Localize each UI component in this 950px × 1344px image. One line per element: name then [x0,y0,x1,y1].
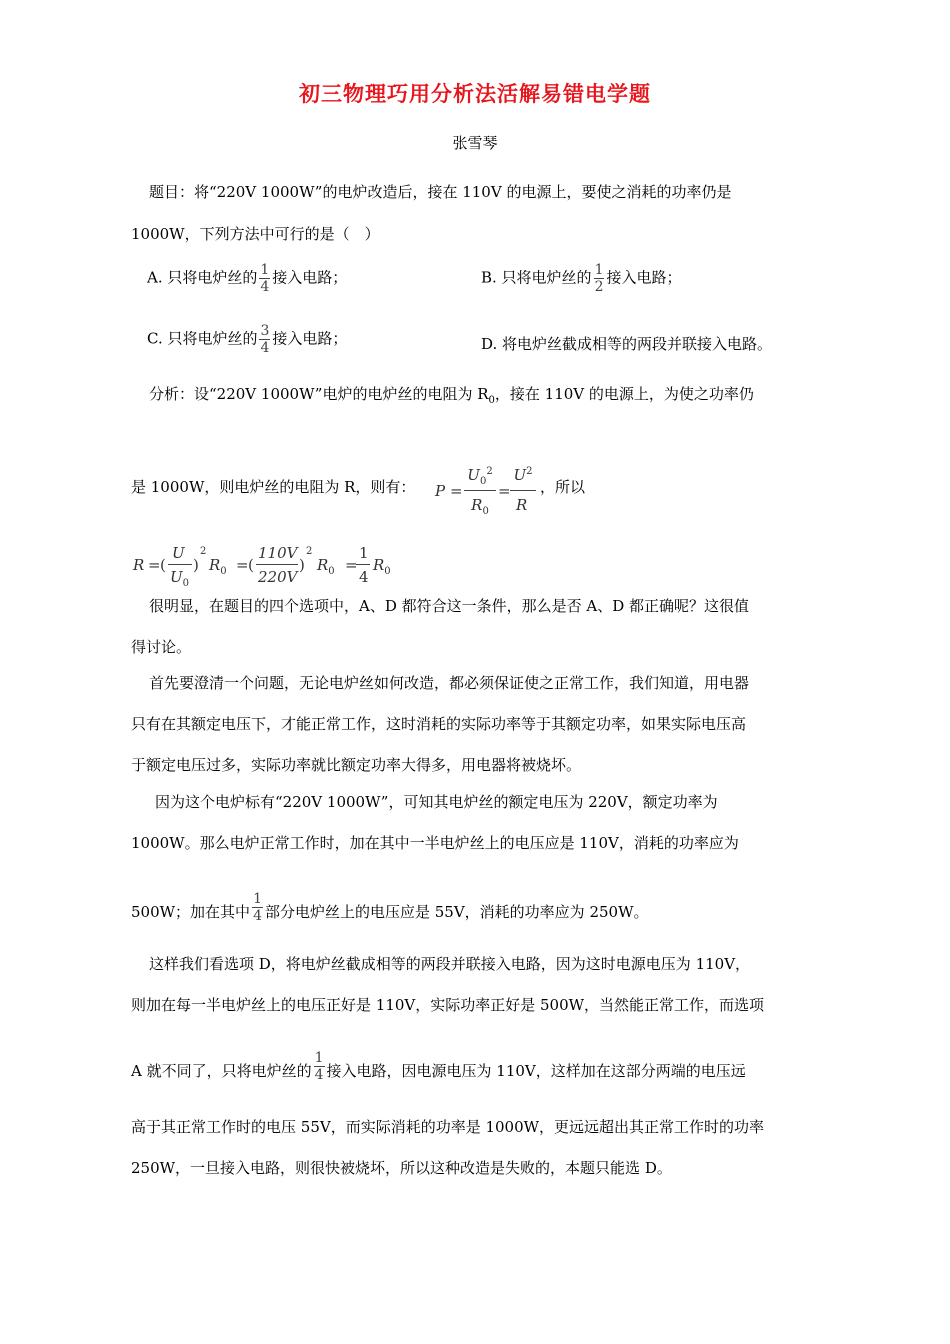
fraction-denominator: 2 [594,279,604,295]
option-a [147,262,347,295]
fraction-numerator: 1 [253,890,262,907]
paragraph-1-line-1: 很明显，在题目的四个选项中，A、D 都符合这一条件，那么是否 A、D 都正确呢？这很值 [149,597,750,615]
formula2-r0-letter: R [209,556,221,574]
p4-line3-post: 接入电路，因电源电压为 110V，这样加在这部分两端的电压远 [326,1062,746,1080]
formula-u0: U [467,466,480,484]
formula2-bar-3 [356,564,370,565]
formula-bar-1 [464,490,496,491]
fraction-denominator: 4 [260,340,270,356]
formula-equals-2: = [498,482,511,500]
formula2-equals-2: = [236,556,249,574]
formula-sub0: 0 [482,506,489,517]
formula2-equals-1: = [148,556,161,574]
option-c-suffix: 接入电路； [272,329,348,348]
option-a-suffix: 接入电路； [272,268,348,287]
formula2-sub0: 0 [182,578,190,589]
p3-line3-post: 部分电炉丝上的电压应是 55V，消耗的功率应为 250W。 [264,903,649,921]
p4-line3-fraction [314,1050,325,1083]
paragraph-3-line-2: 1000W。那么电炉正常工作时，加在其中一半电炉丝上的电压应是 110V，消耗的功率应为 [131,834,739,852]
option-c-fraction [259,323,270,356]
formula-sub0: 0 [479,476,487,487]
author: 张雪琴 [452,134,498,152]
analysis-line-1-pre: 分析：设“220V 1000W”电炉的电炉丝的电阻为 R [149,385,489,403]
formula2-110v: 110V [258,544,298,562]
paragraph-2-line-3: 于额定电压过多，实际功率就比额定功率大得多，用电器将被烧坏。 [131,756,582,774]
option-c [147,323,347,356]
formula2-r0-1 [209,556,227,577]
formula-r: R [516,496,528,514]
fraction-denominator: 4 [314,1066,324,1083]
formula-numerator-2 [510,466,536,484]
formula-p: P [435,482,446,500]
formula2-r0-3 [373,556,391,577]
fraction-numerator: 1 [260,262,270,278]
formula2-r0-2 [317,556,335,577]
formula-square: 2 [526,466,533,477]
paragraph-3-line-3 [131,890,821,924]
analysis-line-2-suffix: ，所以 [540,478,586,496]
formula2-lparen-2: ( [248,556,254,574]
formula2-square-1: 2 [200,546,207,557]
paragraph-2-line-2: 只有在其额定电压下，才能正常工作，这时消耗的实际功率等于其额定功率，如果实际电压高 [131,715,747,733]
formula2-sub0: 0 [220,566,227,577]
formula2-r0-letter: R [317,556,329,574]
formula2-u0 [170,568,189,589]
formula-equals-1: = [450,482,463,500]
formula2-u: U [172,544,185,562]
fraction-numerator: 3 [260,323,270,339]
paragraph-1-line-2: 得讨论。 [131,638,192,656]
paragraph-2-line-1: 首先要澄清一个问题，无论电炉丝如何改造，都必须保证使之正常工作，我们知道，用电器 [149,674,750,692]
formula-square: 2 [486,466,493,477]
formula2-lparen-1: ( [160,556,166,574]
fraction-denominator: 4 [260,279,270,295]
formula2-four: 4 [359,568,369,586]
formula2-rparen-1: ) [193,556,199,574]
formula2-equals-3: = [345,556,358,574]
paragraph-4-line-4: 高于其正常工作时的电压 55V，而实际消耗的功率是 1000W，更远远超出其正常工作时的功率 [131,1118,765,1136]
formula-u: U [513,466,527,484]
analysis-line-1 [149,384,839,411]
question-line-1: 题目：将“220V 1000W”的电炉改造后，接在 110V 的电源上，要使之消耗的功率仍是 [149,183,732,201]
p3-line3-fraction [252,891,263,924]
formula2-rparen-2: ) [299,556,305,574]
subscript-zero: 0 [488,395,495,406]
option-d: D. 将电炉丝截成相等的两段并联接入电路。 [481,335,773,353]
analysis-line-1-post: ，接在 110V 的电源上，为使之功率仍 [494,385,754,403]
option-c-prefix: C. 只将电炉丝的 [147,329,258,348]
formula2-220v: 220V [258,568,298,586]
formula-denominator-1 [467,496,493,517]
formula-numerator-1 [464,466,496,487]
fraction-numerator: 1 [594,262,604,278]
paragraph-4-line-5: 250W，一旦接入电路，则很快被烧坏，所以这种改造是失败的，本题只能选 D。 [131,1159,672,1177]
formula2-sub0: 0 [384,566,391,577]
p4-line3-pre: A 就不同了，只将电炉丝的 [131,1062,312,1080]
option-a-fraction [259,262,270,295]
question-line-2: 1000W，下列方法中可行的是（ ） [131,225,380,243]
p3-line3-pre: 500W；加在其中 [131,903,251,921]
option-b [481,262,682,295]
formula2-one: 1 [359,544,369,562]
formula-r0: R [471,496,483,514]
analysis-line-2-pre: 是 1000W，则电炉丝的电阻为 R，则有： [131,478,416,496]
formula2-r0-letter: R [373,556,385,574]
paragraph-4-line-2: 则加在每一半电炉丝上的电压正好是 110V，实际功率正好是 500W，当然能正常工作，而选项 [131,996,765,1014]
formula2-u0-letter: U [170,568,183,586]
formula-bar-2 [510,490,536,491]
resistance-formula [133,544,433,590]
option-a-prefix: A. 只将电炉丝的 [147,268,258,287]
paragraph-4-line-3 [131,1049,821,1083]
paragraph-4-line-1: 这样我们看选项 D，将电炉丝截成相等的两段并联接入电路，因为这时电源电压为 110V， [149,955,751,973]
formula2-square-2: 2 [306,546,313,557]
option-b-fraction [594,262,605,295]
option-b-prefix: B. 只将电炉丝的 [481,268,592,287]
paragraph-3-line-1: 因为这个电炉标有“220V 1000W”，可知其电炉丝的额定电压为 220V，额定功率为 [155,793,718,811]
option-b-suffix: 接入电路； [606,268,682,287]
fraction-denominator: 4 [253,907,262,924]
formula2-r: R [133,556,145,574]
formula2-sub0: 0 [328,566,335,577]
formula2-bar-2 [256,564,298,565]
formula2-bar-1 [168,564,192,565]
page-title: 初三物理巧用分析法活解易错电学题 [299,81,651,106]
fraction-numerator: 1 [314,1049,324,1066]
